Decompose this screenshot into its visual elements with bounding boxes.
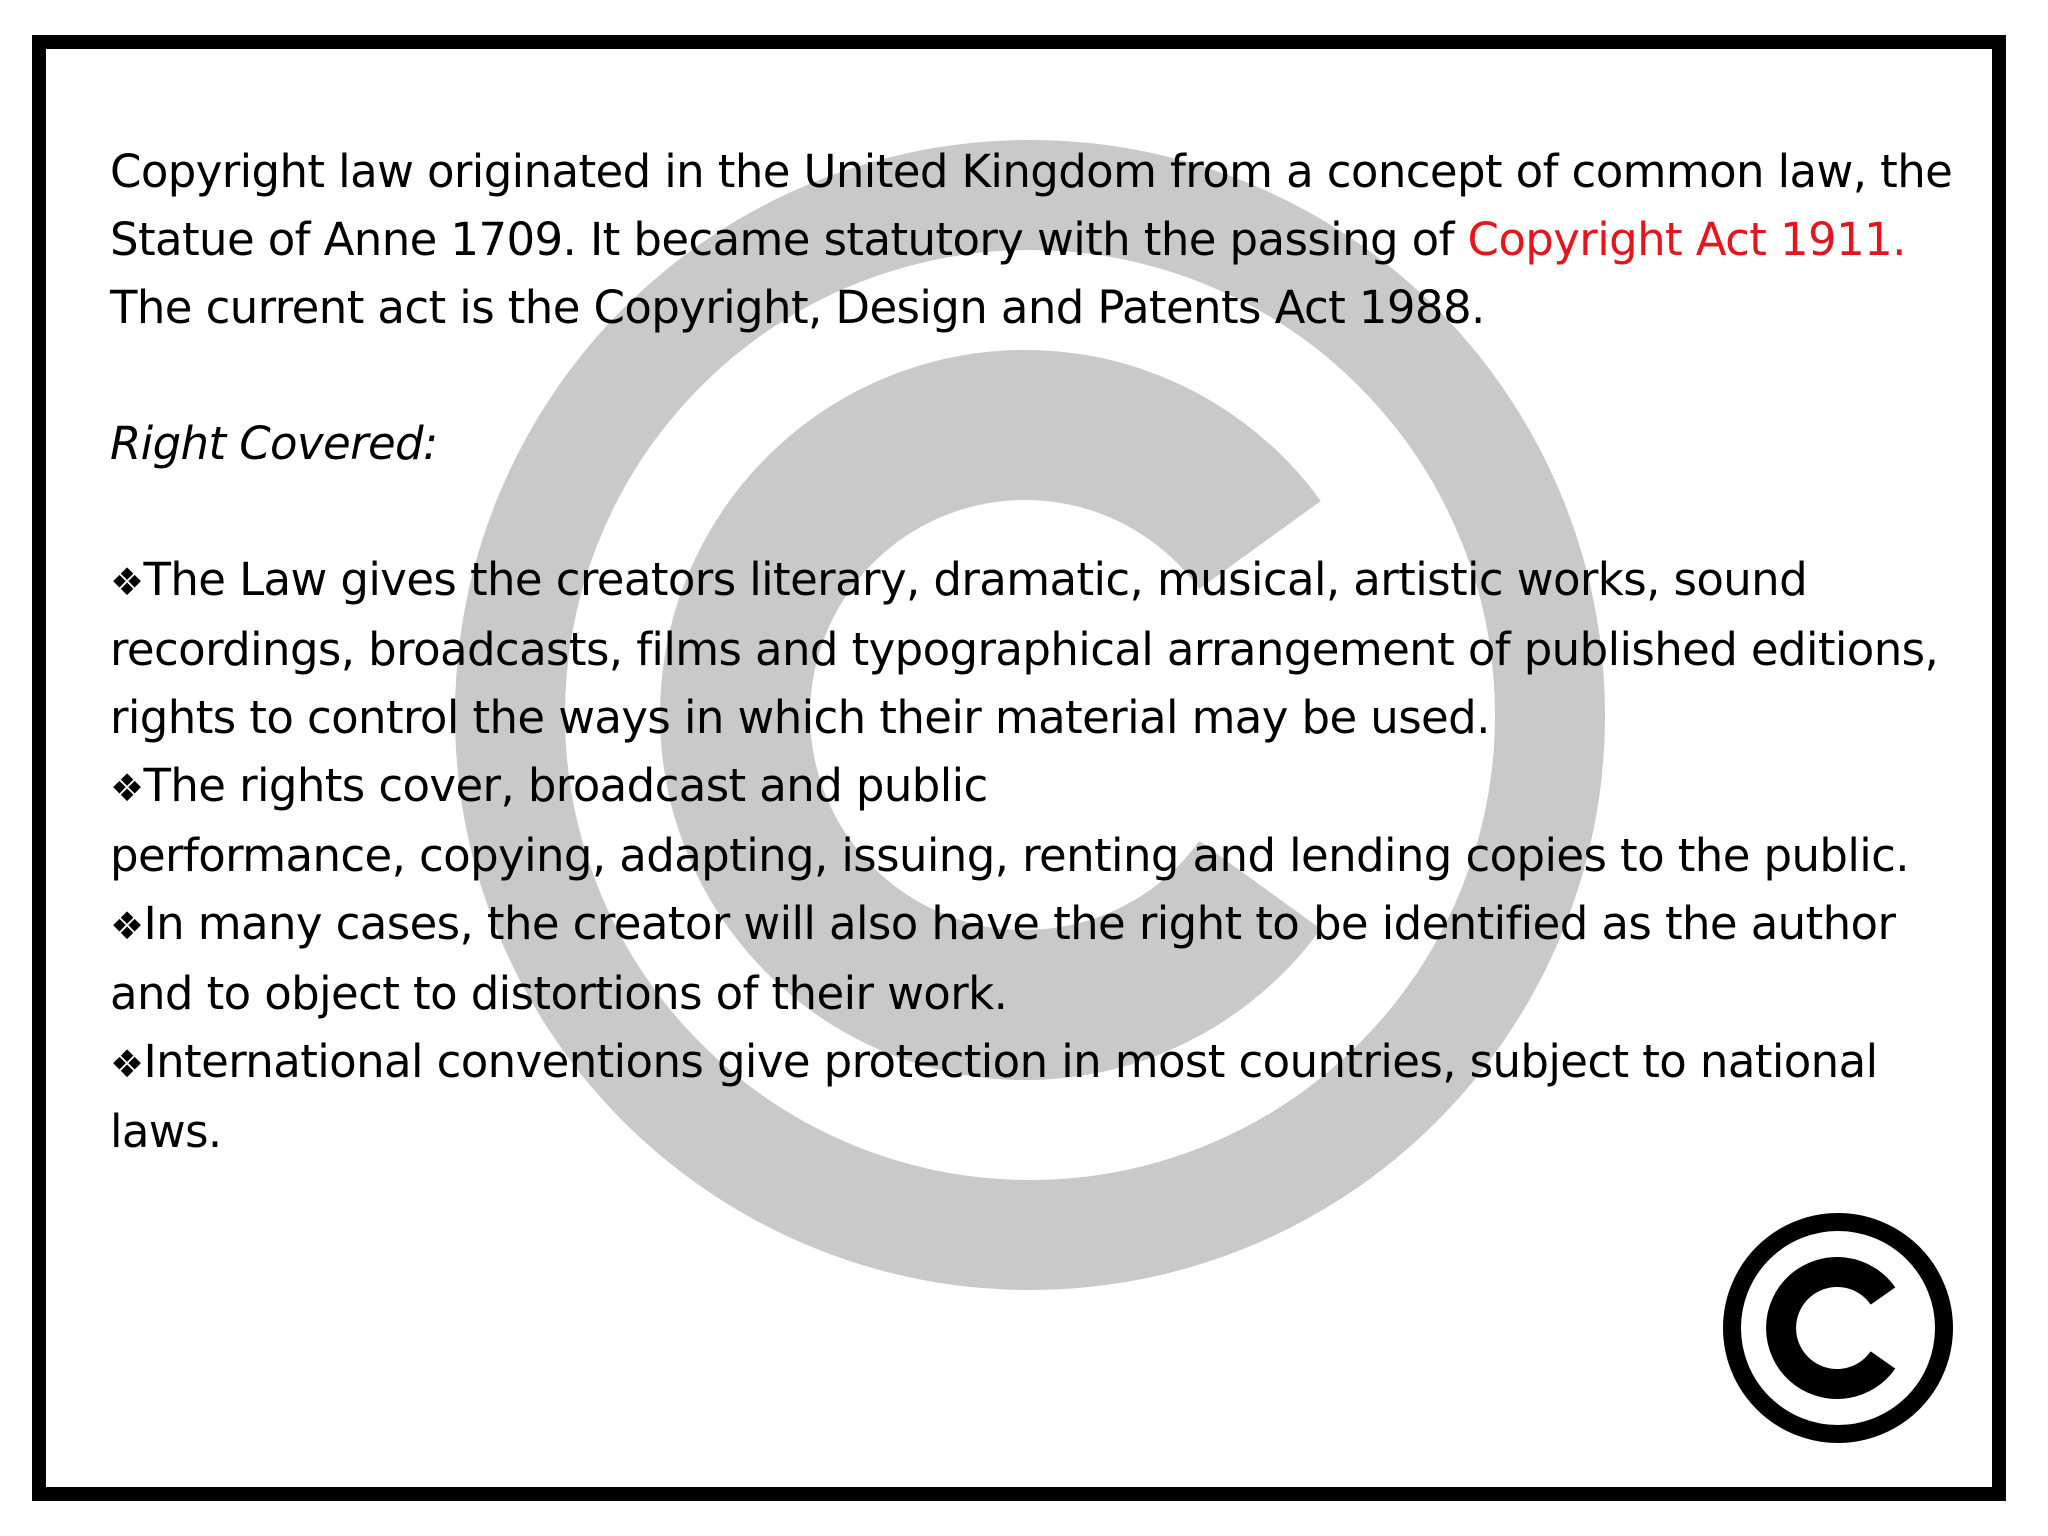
bullet-list — [110, 546, 1960, 1166]
bullet-item-3 — [110, 890, 1960, 1028]
bullet-marker-icon: ❖ — [110, 560, 144, 604]
intro-text-part2: The current act is the Copyright, Design and Patents Act 1988. — [110, 281, 1485, 334]
bullet-item-2 — [110, 752, 1960, 890]
intro-paragraph — [110, 138, 1960, 342]
bullet-marker-icon: ❖ — [110, 904, 144, 948]
section-heading: Right Covered: — [110, 417, 438, 470]
bullet-text: In many cases, the creator will also have the right to be identified as the author and to object to distortions of their work. — [110, 897, 1896, 1020]
intro-highlight: Copyright Act 1911. — [1467, 213, 1906, 266]
intro-text-part1: Copyright law originated in the United Kingdom from a concept of common law, the Statue of Anne 1709. It became statutory with the passing of — [110, 145, 1953, 266]
bullet-marker-icon: ❖ — [110, 1042, 144, 1086]
bullet-item-4 — [110, 1028, 1960, 1166]
bullet-item-1 — [110, 546, 1960, 752]
bullet-text-continued: performance, copying, adapting, issuing, renting and lending copies to the public. — [110, 829, 1909, 882]
bullet-marker-icon: ❖ — [110, 766, 144, 810]
bullet-text: The Law gives the creators literary, dramatic, musical, artistic works, sound recordings, broadcasts, films and typographical arrangement of published editions, rights to control the ways in which their material may be used. — [110, 553, 1939, 744]
copyright-logo-icon — [1718, 1208, 1958, 1448]
slide-content — [110, 138, 1960, 1166]
bullet-text: International conventions give protection in most countries, subject to national laws. — [110, 1035, 1878, 1158]
bullet-text: The rights cover, broadcast and public — [143, 759, 988, 812]
